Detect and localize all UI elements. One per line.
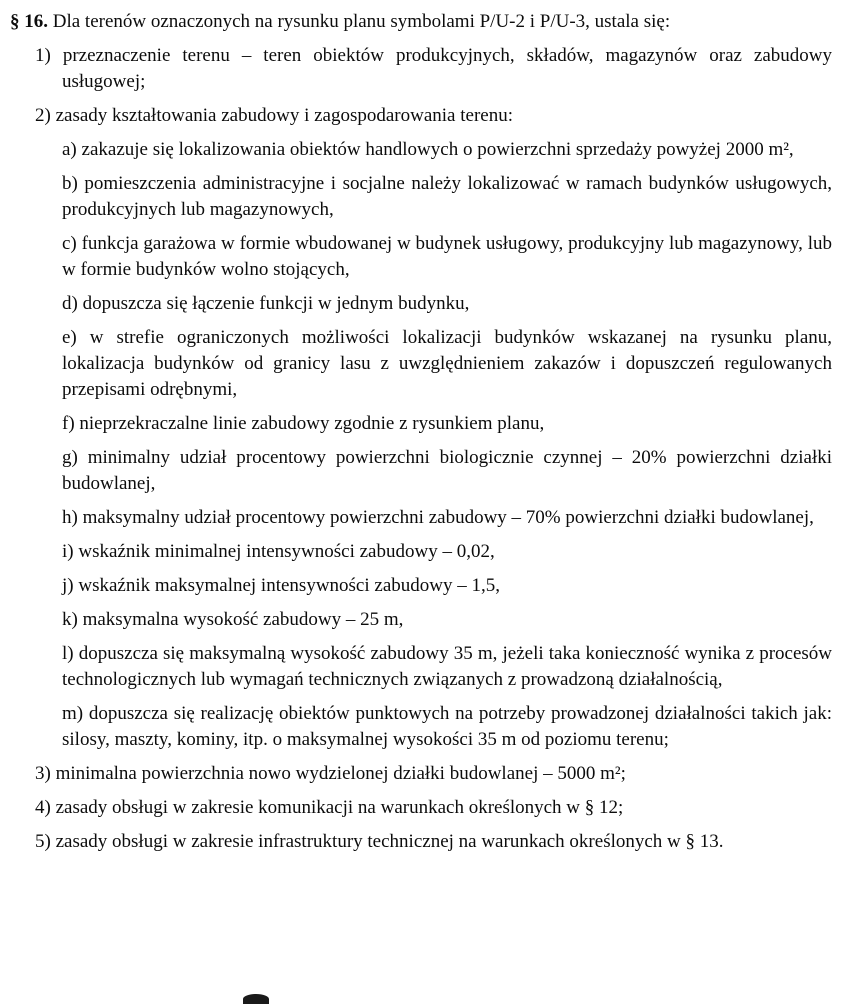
subitem-b-text: pomieszczenia administracyjne i socjalne należy lokalizować w ramach budynków usługowych, produkcyjnych lub magazynowych, [62, 173, 833, 220]
subitem-l-text: dopuszcza się maksymalną wysokość zabudowy 35 m, jeżeli taka konieczność wynika z procesów technologicznych lub wymagań technicznych związanych z prowadzoną działalnością, [62, 643, 833, 690]
subitem-i-text: wskaźnik minimalnej intensywności zabudowy – 0,02, [78, 541, 495, 562]
item-4-text: zasady obsługi w zakresie komunikacji na warunkach określonych w § 12; [55, 797, 624, 818]
subitem-c-marker: c) [62, 233, 77, 254]
subitem-f-marker: f) [62, 413, 75, 434]
section-number: § 16. [10, 11, 48, 32]
subitem-k-text: maksymalna wysokość zabudowy – 25 m, [82, 609, 404, 630]
subitem-i [62, 539, 832, 565]
subitem-i-marker: i) [62, 541, 74, 562]
subitem-l [62, 641, 832, 693]
subitem-d [62, 291, 832, 317]
subitem-c-text: funkcja garażowa w formie wbudowanej w budynek usługowy, produkcyjny lub magazynowy, lub w formie budynków wolno stojących, [62, 233, 833, 280]
subitem-a [62, 137, 832, 163]
subitem-c [62, 231, 832, 283]
subitem-block [10, 137, 832, 753]
subitem-b-marker: b) [62, 173, 78, 194]
subitem-a-marker: a) [62, 139, 77, 160]
subitem-g-marker: g) [62, 447, 78, 468]
item-2-marker: 2) [35, 105, 51, 126]
subitem-j-marker: j) [62, 575, 74, 596]
subitem-m-text: dopuszcza się realizację obiektów punktowych na potrzeby prowadzonej działalności takich jak: silosy, maszty, kominy, itp. o maksymalnej wysokości 35 m od poziomu terenu; [62, 703, 833, 750]
subitem-b [62, 171, 832, 223]
subitem-h-marker: h) [62, 507, 78, 528]
item-5-text: zasady obsługi w zakresie infrastruktury technicznej na warunkach określonych w § 13. [55, 831, 724, 852]
subitem-h [62, 505, 832, 531]
item-1-marker: 1) [35, 45, 51, 66]
subitem-f [62, 411, 832, 437]
item-3-marker: 3) [35, 763, 51, 784]
subitem-l-marker: l) [62, 643, 74, 664]
item-2-text: zasady kształtowania zabudowy i zagospodarowania terenu: [55, 105, 513, 126]
subitem-f-text: nieprzekraczalne linie zabudowy zgodnie z rysunkiem planu, [79, 413, 545, 434]
subitem-k-marker: k) [62, 609, 78, 630]
subitem-e-marker: e) [62, 327, 77, 348]
section-intro-text: Dla terenów oznaczonych na rysunku planu symbolami P/U-2 i P/U-3, ustala się: [52, 11, 671, 32]
subitem-m [62, 701, 832, 753]
subitem-g-text: minimalny udział procentowy powierzchni biologicznie czynnej – 20% powierzchni działki budowlanej, [62, 447, 832, 494]
list-item-2 [35, 103, 832, 129]
subitem-k [62, 607, 832, 633]
item-5-marker: 5) [35, 831, 51, 852]
list-item-4 [35, 795, 832, 821]
scan-artifact [243, 994, 269, 1004]
subitem-j [62, 573, 832, 599]
list-item-5 [35, 829, 832, 855]
list-item-3 [35, 761, 832, 787]
item-4-marker: 4) [35, 797, 51, 818]
subitem-d-marker: d) [62, 293, 78, 314]
item-1-text: przeznaczenie terenu – teren obiektów produkcyjnych, składów, magazynów oraz zabudowy usługowej; [62, 45, 833, 92]
subitem-j-text: wskaźnik maksymalnej intensywności zabudowy – 1,5, [78, 575, 500, 596]
section-heading [10, 9, 832, 35]
list-item-1 [35, 43, 832, 95]
subitem-h-text: maksymalny udział procentowy powierzchni zabudowy – 70% powierzchni działki budowlanej, [82, 507, 814, 528]
subitem-e [62, 325, 832, 403]
subitem-a-text: zakazuje się lokalizowania obiektów handlowych o powierzchni sprzedaży powyżej 2000 m², [81, 139, 794, 160]
subitem-g [62, 445, 832, 497]
item-3-text: minimalna powierzchnia nowo wydzielonej działki budowlanej – 5000 m²; [55, 763, 626, 784]
subitem-e-text: w strefie ograniczonych możliwości lokalizacji budynków wskazanej na rysunku planu, lokalizacja budynków od granicy lasu z uwzględnieniem zakazów i dopuszczeń regulowanych przepisami odrębnymi, [62, 327, 833, 400]
subitem-d-text: dopuszcza się łączenie funkcji w jednym budynku, [82, 293, 470, 314]
subitem-m-marker: m) [62, 703, 84, 724]
